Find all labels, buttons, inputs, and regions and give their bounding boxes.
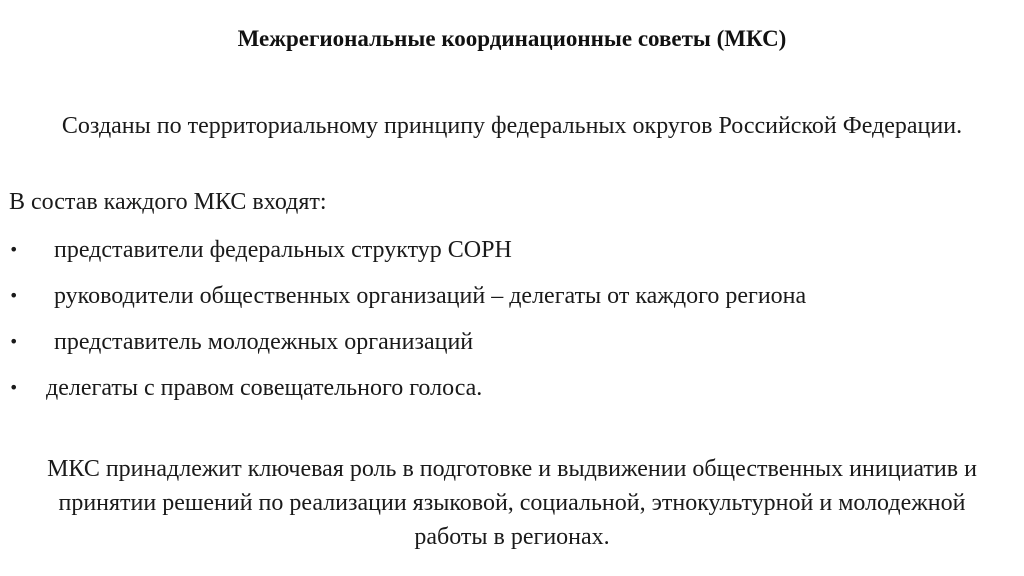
bullet-icon: •: [9, 332, 19, 351]
intro-paragraph: Созданы по территориальному принципу федеральных округов Российской Федерации.: [61, 113, 963, 139]
outro-paragraph: МКС принадлежит ключевая роль в подготовке и выдвижении общественных инициатив и принятии решений по реализации языковой, социальной, этнокультурной и молодежной работы в регионах.: [47, 456, 977, 550]
bullet-icon: •: [9, 240, 19, 259]
list-item-text: делегаты с правом совещательного голоса.: [46, 375, 483, 401]
list-lead: В состав каждого МКС входят:: [9, 189, 327, 215]
list-item-text: представители федеральных структур СОРН: [54, 237, 512, 263]
slide-title: Межрегиональные координационные советы (МКС): [237, 26, 787, 51]
list-item-text: представитель молодежных организаций: [54, 329, 474, 355]
bullet-icon: •: [9, 378, 19, 397]
bullet-icon: •: [9, 286, 19, 305]
list-item-text: руководители общественных организаций – делегаты от каждого региона: [54, 283, 807, 309]
